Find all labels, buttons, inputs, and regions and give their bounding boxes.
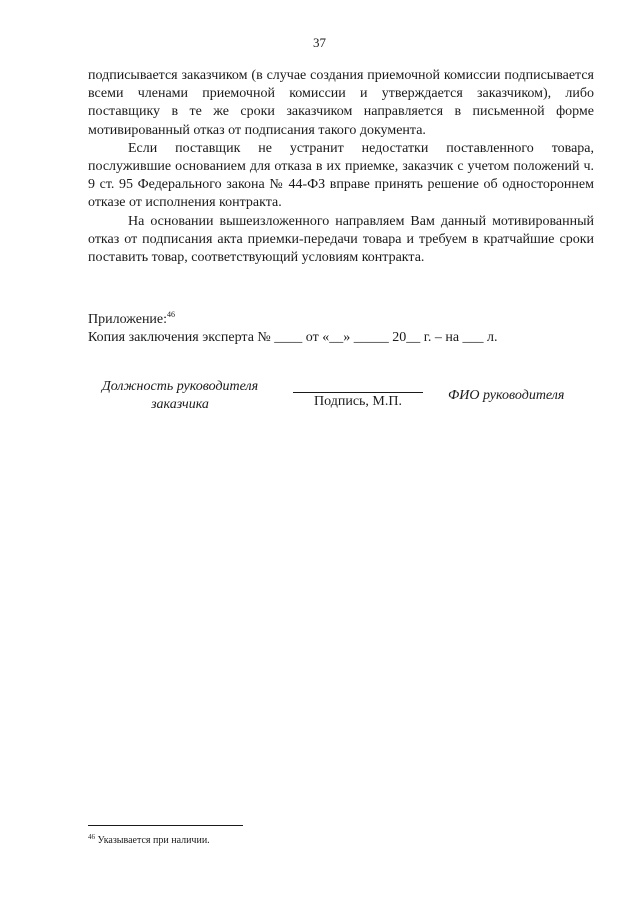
signatory-position [90, 378, 270, 414]
footnote-text: Указывается при наличии. [97, 835, 210, 846]
footnote-number: 46 [88, 833, 95, 841]
attachment-line: Копия заключения эксперта № ____ от «__» _____ 20__ г. – на ___ л. [88, 330, 498, 345]
footnote-reference: 46 [167, 310, 176, 319]
position-line-2: заказчика [151, 397, 209, 412]
footnote-divider [88, 825, 243, 826]
signature-label: Подпись, М.П. [314, 394, 402, 409]
paragraph-2: Если поставщик не устранит недостатки поставленного товара, послужившие основанием для отказа в их приемке, заказчик с учетом положений ч. 9 ст. 95 Федерального закона № 44-ФЗ вправе принять решение об одностороннем отказе от исполнения контракта. [88, 140, 594, 211]
signatory-name: ФИО руководителя [448, 388, 565, 403]
paragraph-1: подписывается заказчиком (в случае создания приемочной комиссии подписывается всеми членами приемочной комиссии и утверждается заказчиком), либо поставщику в те же сроки заказчиком направляется в письменной форме мотивированный отказ от подписания такого документа. [88, 68, 594, 138]
page-number: 37 [313, 35, 326, 50]
paragraph-3: На основании вышеизложенного направляем Вам данный мотивированный отказ от подписания акта приемки-передачи товара и требуем в кратчайшие сроки поставить товар, соответствующий условиям контракта. [88, 213, 594, 266]
signature-field [293, 378, 423, 411]
position-line-1: Должность руководителя [101, 379, 259, 394]
attachment-heading [88, 306, 594, 329]
body-text [88, 67, 594, 267]
attachment-label: Приложение: [88, 312, 168, 327]
attachment-section [88, 306, 594, 347]
footnote [88, 833, 210, 846]
